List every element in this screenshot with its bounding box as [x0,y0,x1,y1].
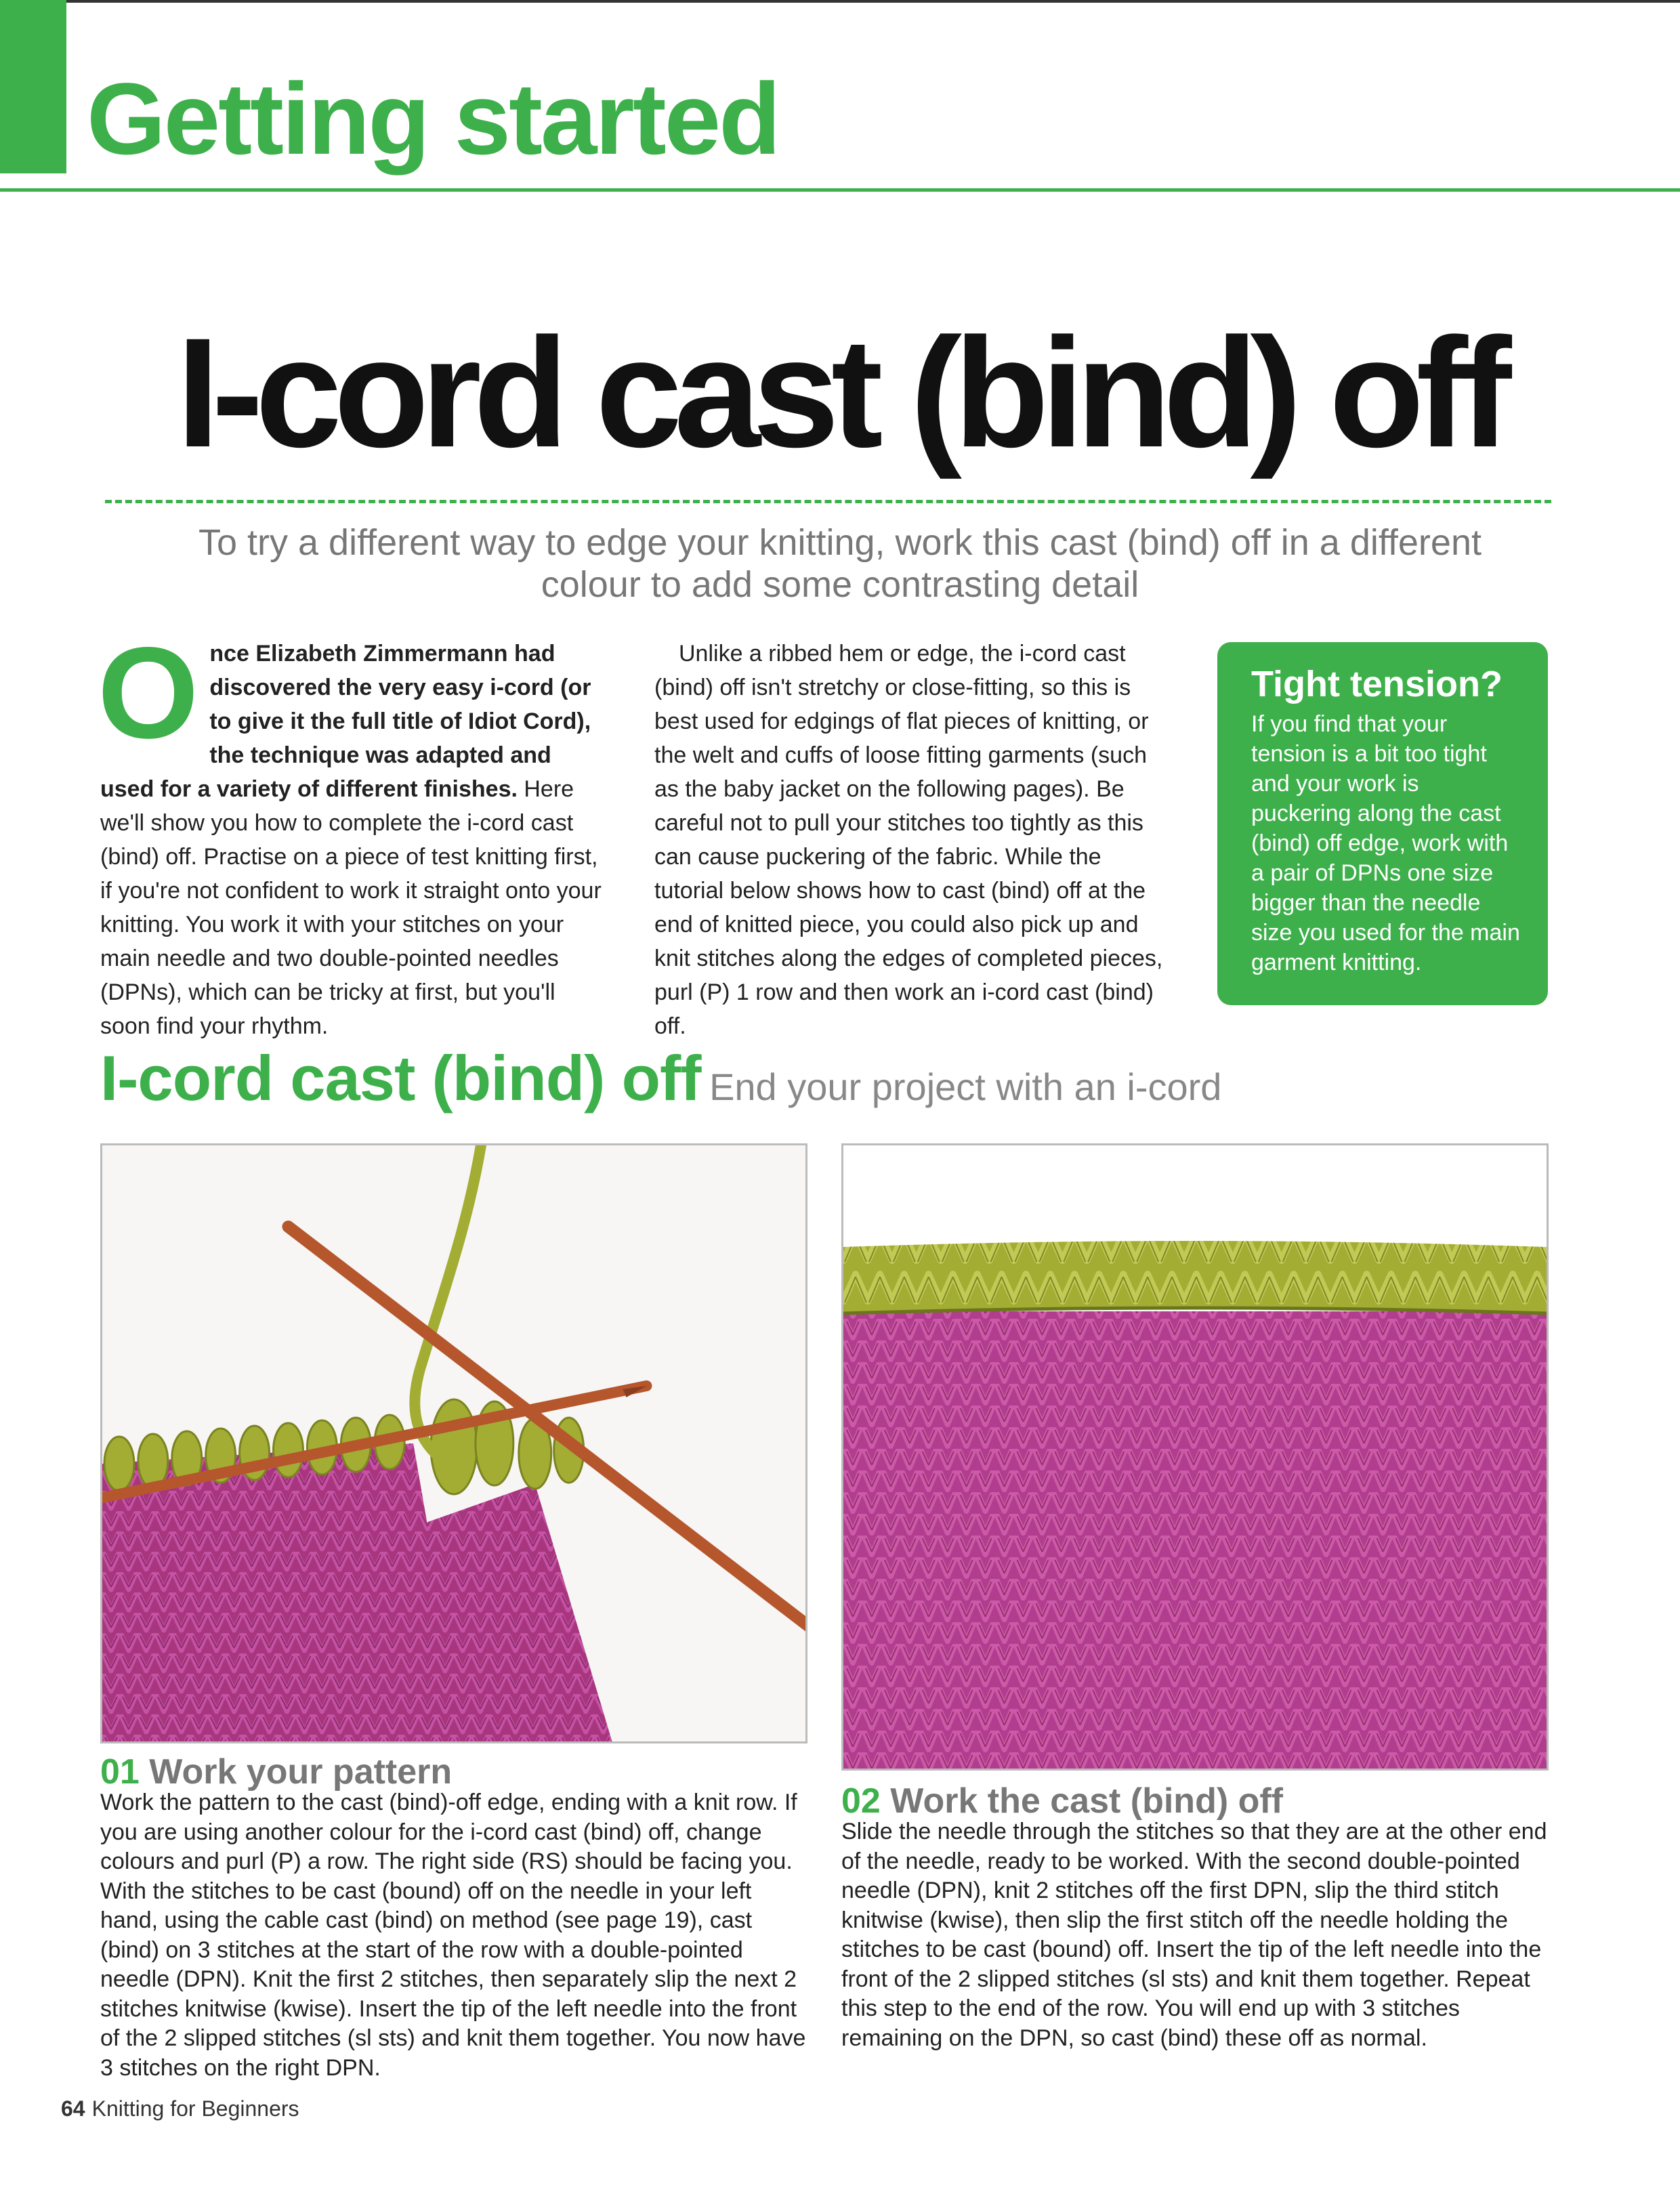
tutorial-heading [100,1042,1222,1114]
top-rule [0,0,1680,3]
step-2-body: Slide the needle through the stitches so that they are at the other end of the needle, ready to be worked. With the second double-pointed needle (DPN), knit 2 stitches off the first DPN, slip the third stitch knitwise (kwise), then slip the first stitch off the needle holding the stitches to be cast (bound) off. Insert the tip of the left needle into the front of the 2 slipped stitches (sl sts) and knit them together. Repeat this step to the end of the row. You will end up with 3 stitches remaining on the DPN, so cast (bind) these off as normal. [841,1819,1547,2051]
page-number: 64 [61,2096,85,2121]
step-2-illustration [843,1145,1547,1769]
intro-paragraph-1: Here we'll show you how to complete the i-cord cast (bind) off. Practise on a piece of test knitting first, if you're not confident to work it straight onto your knitting. You work it with your stitches on your main needle and two double-pointed needles (DPNs), which can be tricky at first, but you'll soon find your rhythm. [100,776,602,1039]
publication-name: Knitting for Beginners [91,2096,299,2121]
header-rule [0,188,1680,192]
step-1-body: Work the pattern to the cast (bind)-off edge, ending with a knit row. If you are using another colour for the i-cord cast (bind) off, change colours and purl (P) a row. The right side (RS) should be facing you. With the stitches to be cast (bound) off on the needle in your left hand, using the cable cast (bind) on method (see page 19), cast (bind) on 3 stitches at the start of the row with a double-pointed needle (DPN). Knit the first 2 stitches, then separately slip the next 2 stitches knitwise (kwise). Insert the tip of the left needle into the front of the 2 slipped stitches (sl sts) and knit them together. You now have 3 stitches on the right DPN. [100,1790,806,2081]
step-2-number: 02 [841,1781,881,1821]
step-2-title: Work the cast (bind) off [890,1781,1283,1821]
step-1-title: Work your pattern [149,1752,453,1792]
intro-lead: nce Elizabeth Zimmermann had discovered the very easy i-cord (or to give it the full title of Idiot Cord), the technique was adapted and used for a variety of different finishes. [100,641,591,802]
title-divider [105,500,1551,503]
step-2-photo [841,1143,1549,1771]
intro-column-1 [98,620,605,1043]
tip-heading: Tight tension? [1251,664,1503,704]
step-1-photo [100,1143,807,1743]
page-title: I-cord cast (bind) off [176,305,1504,480]
section-title: Getting started [87,62,779,175]
tutorial-subtitle: End your project with an i-cord [709,1065,1222,1108]
tutorial-title: I-cord cast (bind) off [100,1042,701,1114]
standfirst: To try a different way to edge your knitting, work this cast (bind) off in a different colour to add some contrasting detail [198,522,1482,606]
step-1-number: 01 [100,1752,140,1792]
tip-box [1217,642,1548,1005]
drop-cap: O [98,620,199,765]
step-1-heading [100,1754,452,1790]
footer [61,2096,299,2121]
section-bar [0,0,66,173]
step-1-illustration [102,1145,805,1741]
tip-body: If you find that your tension is a bit too tight and your work is puckering along the cast (bind) off edge, work with a pair of DPNs one size bigger than the needle size you used for the main garment knitting. [1251,711,1520,975]
step-2-heading [841,1783,1283,1819]
intro-column-2: Unlike a ribbed hem or edge, the i-cord cast (bind) off isn't stretchy or close-fitting, so this is best used for edgings of flat pieces of knitting, or the welt and cuffs of loose fitting garments (such as the baby jacket on the following pages). Be careful not to pull your stitches too tightly as this can cause puckering of the fabric. While the tutorial below shows how to cast (bind) off at the end of knitted piece, you could also pick up and knit stitches along the edges of completed pieces, purl (P) 1 row and then work an i-cord cast (bind) off. [654,641,1163,1039]
